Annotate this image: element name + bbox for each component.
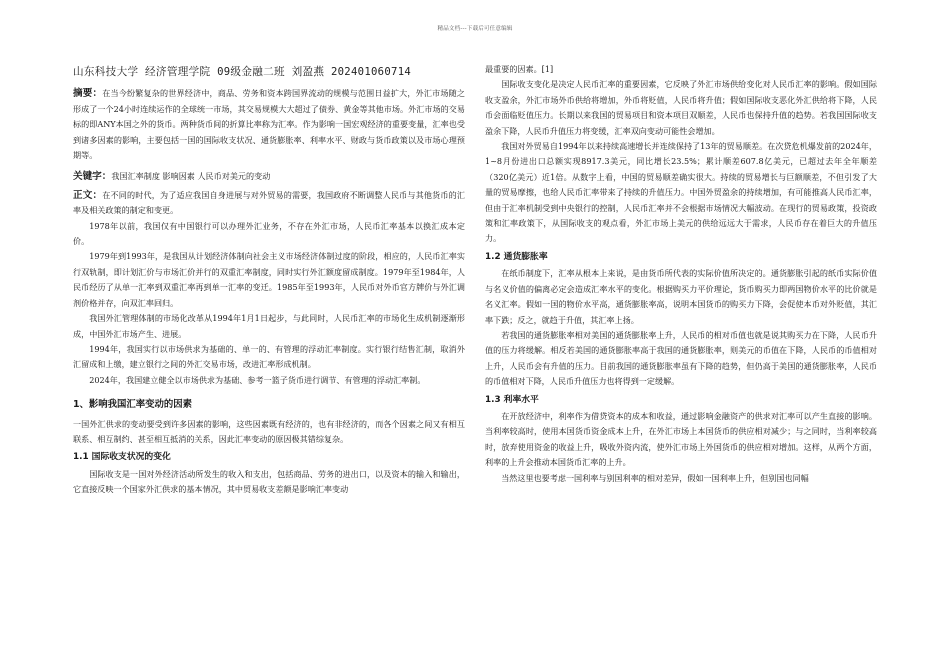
paragraph: 在开放经济中，利率作为借贷资本的成本和收益，通过影响金融资产的供求对汇率可以产生直接的影响。当利率较高时，使用本国货币资金成本上升，在外汇市场上本国货币的供应相对减少；与之同时，当利率较高时，放弃使用资金的收益上升，吸收外资内流，使外汇市场上外国货币的供应相对增加。这样，从两个方面，利率的上升会推动本国货币汇率的上升。 bbox=[485, 410, 877, 468]
right-column bbox=[485, 62, 877, 486]
body-label: 正文： bbox=[73, 189, 103, 201]
section-heading-1-3: 1.3 利率水平 bbox=[485, 394, 539, 405]
paragraph: 当然这里也要考虑一国利率与别国利率的相对差异，假如一国利率上升，但别国也同幅 bbox=[501, 472, 809, 483]
abstract bbox=[73, 86, 465, 163]
paragraph: 若我国的通货膨胀率相对美国的通货膨胀率上升，人民币的相对币值也就是说其购买力在下降，人民币升值的压力将缓解。相反若美国的通货膨胀率高于我国的通货膨胀率，则美元的币值在下降，人民币的币值相对上升，人民币会有升值的压力。目前我国的通货膨胀率虽有下降的趋势，但仍高于美国的通货膨胀率，人民币的币值相对下降，人民币升值压力也将得到一定缓解。 bbox=[485, 329, 877, 387]
keywords-text: 我国汇率制度 影响因素 人民币对美元的变动 bbox=[111, 171, 271, 182]
page-header-note: 精品文档---下载后可任意编辑 bbox=[437, 26, 513, 32]
section-heading-1-1: 1.1 国际收支状况的变化 bbox=[73, 452, 171, 463]
paragraph: 我国外汇管理体制的市场化改革从1994年1月1日起步，与此同时，人民币汇率的市场化生成机制逐渐形成，中国外汇市场产生、进展。 bbox=[73, 313, 465, 339]
left-column bbox=[73, 62, 465, 498]
paper-title: 山东科技大学 经济管理学院 09级金融二班 刘盈燕 202401060714 bbox=[73, 66, 412, 78]
paragraph: 最重要的因素。[1] bbox=[485, 64, 554, 74]
paragraph: 一国外汇供求的变动要受到许多因素的影响，这些因素既有经济的，也有非经济的，而各个因素之间又有相互联系、相互制约、甚至相互抵消的关系，因此汇率变动的原因极其错综复杂。 bbox=[73, 418, 465, 444]
abstract-text: 在当今纷繁复杂的世界经济中，商品、劳务和资本跨国界流动的规模与范围日益扩大，外汇市场随之形成了一个24小时连续运作的全球统一市场，其交易规模大大超过了债券、黄金等其他市场。外汇市场的交易标的即ANY本国之外的货币。两种货币间的折算比率称为汇率。作为影响一国宏观经济的重要变量，汇率也受到诸多因素的影响，主要包括一国的国际收支状况、通货膨胀率、利率水平、财政与货币政策以及市场心理预期等。 bbox=[73, 88, 465, 161]
paragraph: 国际收支是一国对外经济活动所发生的收入和支出，包括商品、劳务的进出口，以及资本的输入和输出，它直接反映一个国家外汇供求的基本情况，其中贸易收支差额是影响汇率变动 bbox=[73, 468, 465, 495]
paragraph: 1994年，我国实行以市场供求为基础的、单一的、有管理的浮动汇率制度。实行银行结售汇制，取消外汇留成和上缴，建立银行之间的外汇交易市场，改进汇率形成机制。 bbox=[73, 343, 465, 370]
paragraph: 国际收支变化是决定人民币汇率的重要因素，它反映了外汇市场供给变化对人民币汇率的影响。假如国际收支盈余，外汇市场外币供给将增加，外币将贬值，人民币将升值；假如国际收支恶化外汇供给将下降，人民币会面临贬值压力。长期以来我国的贸易项目和资本项目双顺差，人民币也保持升值的趋势。若我国国际收支盈余下降，人民币升值压力将变缓，汇率双向变动可能性会增加。 bbox=[485, 79, 877, 136]
paragraph: 2024年，我国建立健全以市场供求为基础、参考一篮子货币进行调节、有管理的浮动汇率制。 bbox=[89, 374, 426, 385]
paragraph: 1978年以前，我国仅有中国银行可以办理外汇业务，不存在外汇市场，人民币汇率基本以换汇成本定价。 bbox=[73, 220, 465, 247]
paragraph: 1979年到1993年，是我国从计划经济体制向社会主义市场经济体制过度的阶段，相应的，人民币汇率实行双轨制，即计划汇价与市场汇价并行的双重汇率制度，同时实行外汇额度留成制度。1979年至1984年，人民币经历了从单一汇率到双重汇率再到单一汇率的变迁。1985年至1993年，人民币对外币官方牌价与外汇调剂价格并存，向双汇率回归。 bbox=[73, 251, 465, 308]
paragraph: 我国对外贸易自1994年以来持续高速增长并连续保持了13年的贸易顺差。在次贷危机爆发前的2024年，1~8月份进出口总额实现8917.3美元，同比增长23.5%；累计顺差607.8亿美元，已超过去年全年顺差（320亿美元）近1倍。从数字上看，中国的贸易顺差确实很大。持续的贸易增长与巨额顺差，不但引发了大量的贸易摩擦，也给人民币汇率带来了持续的升值压力。中国外贸盈余的持续增加，有可能推高人民币汇率，但由于汇率机制受到中央银行的控制，人民币汇率并不会根据市场情况大幅波动。在现行的贸易政策，投资政策和汇率政策下，从国际收支的观点看，外汇市场上美元的供给远远大于需求，人民币存在着巨大的升值压力。 bbox=[485, 141, 877, 244]
section-heading-1: 1、影响我国汇率变动的因素 bbox=[73, 399, 193, 411]
paragraph: 在纸币制度下，汇率从根本上来说，是由货币所代表的实际价值所决定的。通货膨胀引起的纸币实际价值与名义价值的偏离必定会造成汇率水平的变化。根据购买力平价理论，货币购买力即两国物价水平的比价就是名义汇率。假如一国的物价水平高，通货膨胀率高，说明本国货币的购买力下降，会促使本币对外贬值，其汇率下跌；反之，就趋于升值，其汇率上扬。 bbox=[485, 268, 877, 325]
abstract-label: 摘要： bbox=[73, 88, 103, 100]
body-intro bbox=[73, 188, 465, 219]
section-heading-1-2: 1.2 通货膨胀率 bbox=[485, 251, 548, 262]
keywords bbox=[73, 169, 465, 184]
body-intro-text: 在不同的时代，为了适应我国自身进展与对外贸易的需要，我国政府不断调整人民币与其他货币的汇率及相关政策的制定和变更。 bbox=[73, 189, 465, 216]
keywords-label: 关键字： bbox=[73, 171, 112, 183]
